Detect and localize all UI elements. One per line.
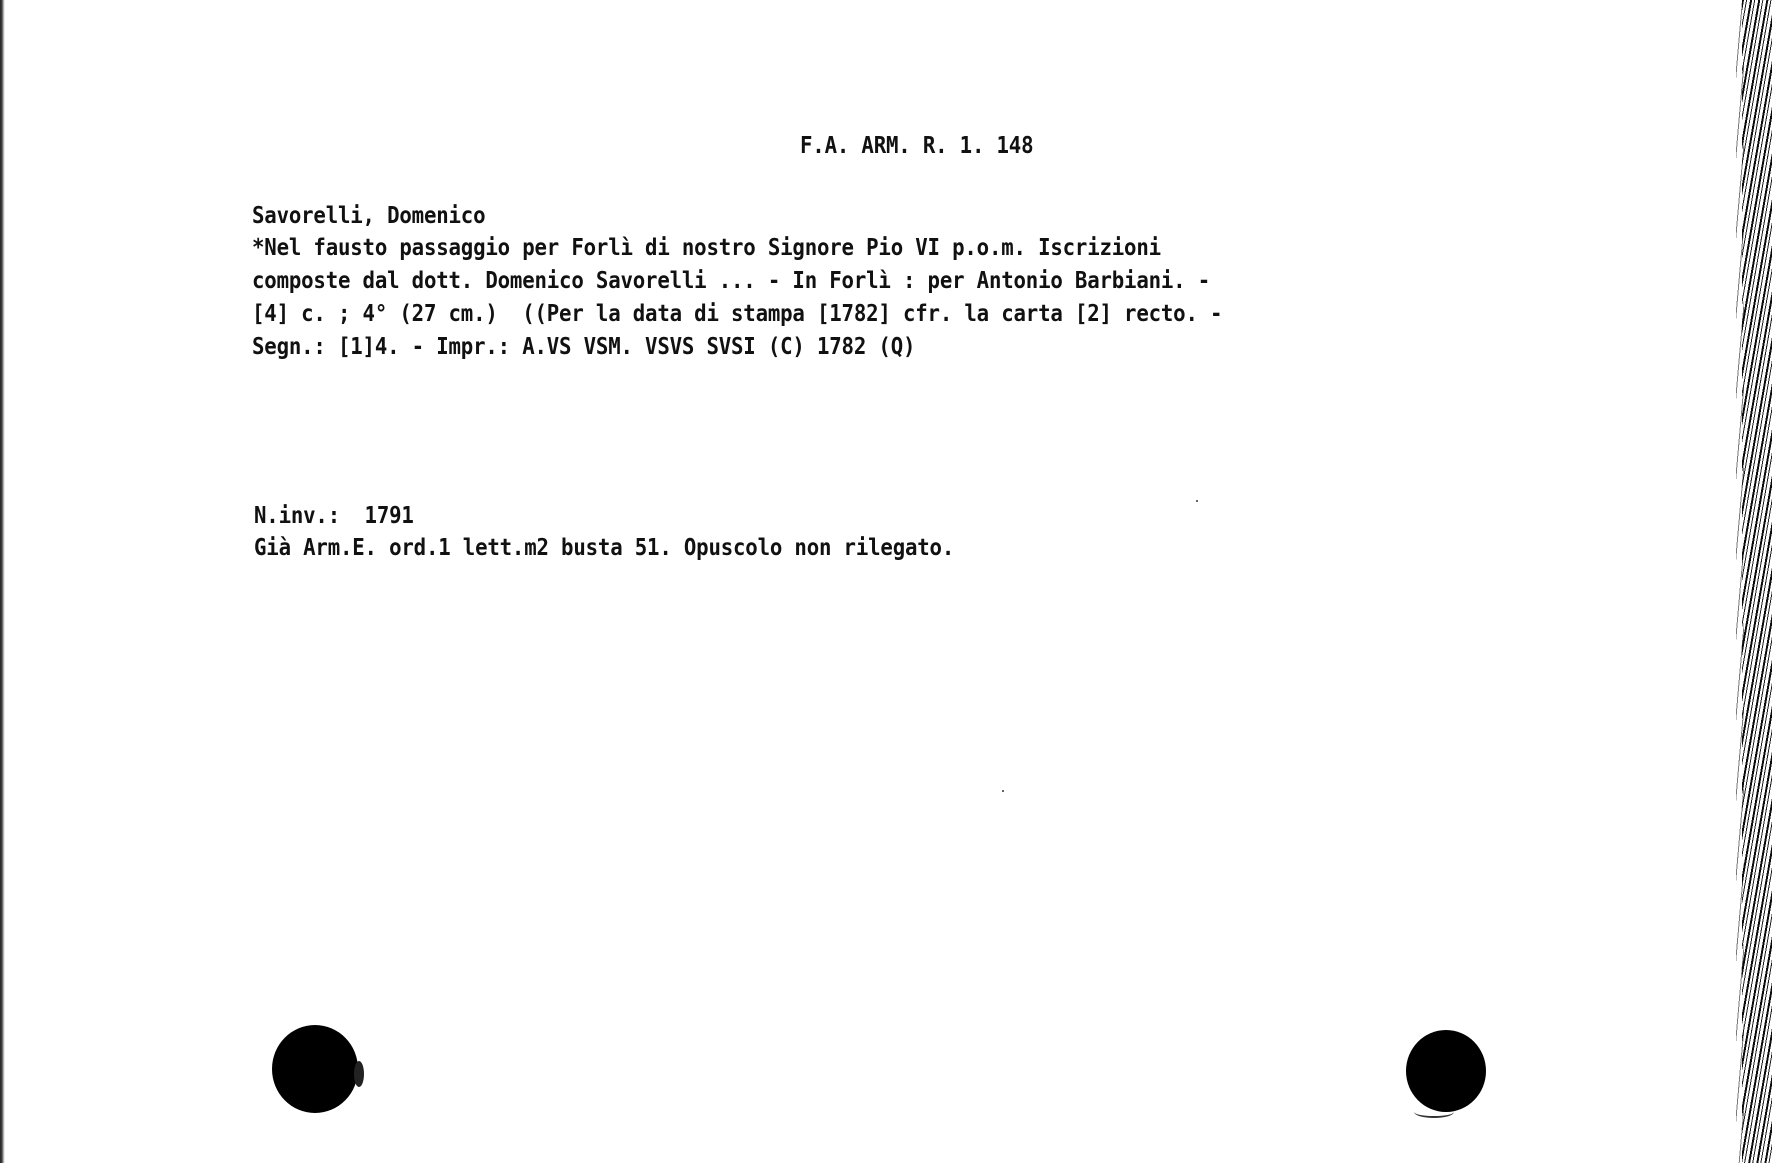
author-heading: Savorelli, Domenico <box>252 203 486 229</box>
description-line: [4] c. ; 4° (27 cm.) ((Per la data di stampa [1782] cfr. la carta [2] recto. - <box>252 301 1223 327</box>
punch-hole-left <box>272 1025 358 1113</box>
shelfmark: F.A. ARM. R. 1. 148 <box>800 133 1034 159</box>
inventory-number: N.inv.: 1791 <box>254 503 414 529</box>
scan-edge-right <box>1742 0 1772 1163</box>
punch-hole-right <box>1406 1030 1486 1112</box>
description-line: *Nel fausto passaggio per Forlì di nostro Signore Pio VI p.o.m. Iscrizioni <box>252 235 1161 261</box>
dust-speck <box>1002 790 1004 792</box>
description-line: Segn.: [1]4. - Impr.: A.VS VSM. VSVS SVSI (C) 1782 (Q) <box>252 334 916 360</box>
description-line: composte dal dott. Domenico Savorelli ... - In Forlì : per Antonio Barbiani. - <box>252 268 1211 294</box>
scan-edge-left <box>0 0 5 1163</box>
location-note: Già Arm.E. ord.1 lett.m2 busta 51. Opuscolo non rilegato. <box>254 535 955 561</box>
dust-speck <box>1196 500 1198 502</box>
bibliographic-description <box>252 232 1222 364</box>
